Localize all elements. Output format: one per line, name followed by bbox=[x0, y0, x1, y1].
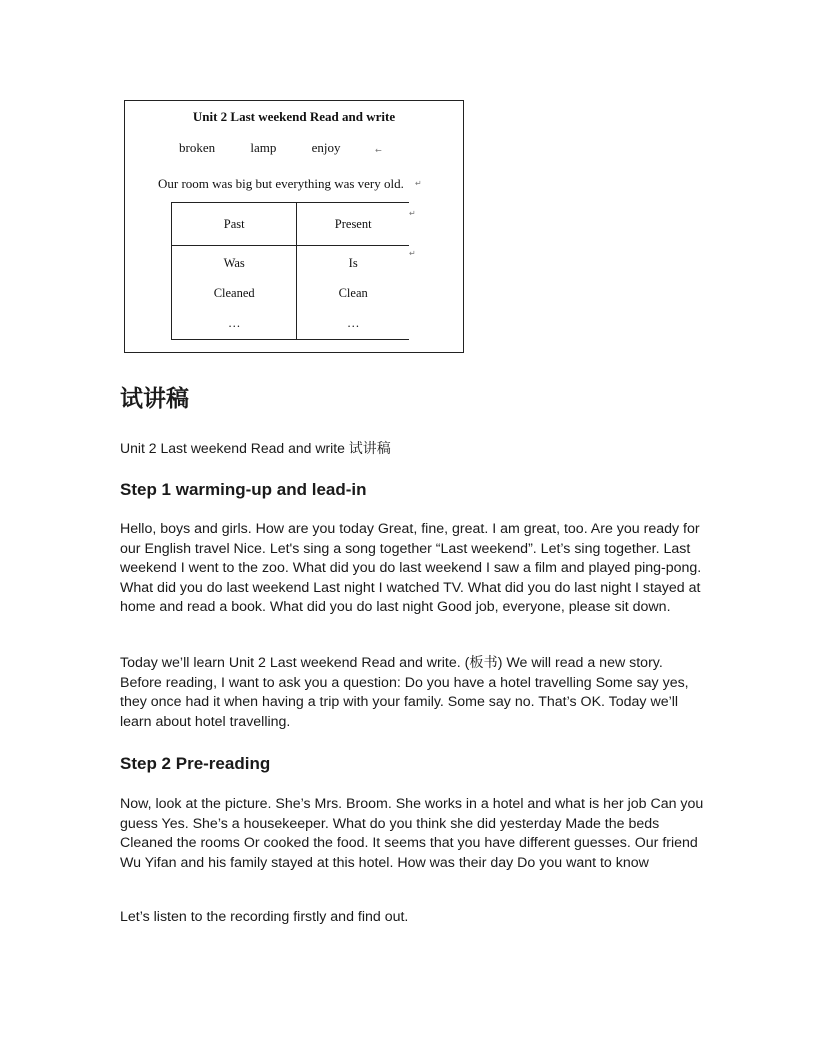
tense-table bbox=[171, 202, 409, 340]
vocabulary-words bbox=[179, 140, 373, 156]
return-mark: ↵ bbox=[409, 249, 416, 258]
present-word-3: … bbox=[346, 316, 360, 330]
document-subtitle: Unit 2 Last weekend Read and write 试讲稿 bbox=[120, 440, 391, 456]
past-word-2: Cleaned bbox=[213, 286, 255, 300]
present-word-1: Is bbox=[348, 256, 358, 270]
table-header-past: Past bbox=[172, 203, 297, 246]
arrow-mark: ← bbox=[375, 146, 382, 155]
past-word-1: Was bbox=[223, 256, 245, 270]
board-sentence: Our room was big but everything was very old. bbox=[158, 176, 404, 191]
step2-paragraph-1: Now, look at the picture. She’s Mrs. Broom. She works in a hotel and what is her job Can you guess Yes. She’s a housekeeper. What do you think she did yesterday Made the beds Cleaned the rooms Or cooked the food. It seems that you have different guesses. Our friend Wu Yifan and his family stayed at this hotel. How was their day Do you want to know bbox=[120, 796, 704, 871]
word-1: broken bbox=[179, 140, 216, 155]
past-word-3: … bbox=[227, 316, 241, 330]
step1-paragraph-2: Today we’ll learn Unit 2 Last weekend Read and write. (板书) We will read a new story. Before reading, I want to ask you a question: Do you have a hotel travelling Some say yes, they once had it when having a trip with your family. Some say no. That’s OK. Today we’ll learn about hotel travelling. bbox=[120, 655, 689, 730]
present-word-2: Clean bbox=[338, 286, 368, 300]
step1-paragraph-1: Hello, boys and girls. How are you today Great, fine, great. I am great, too. Are you ready for our English travel Nice. Let's sing a song together “Last weekend”. Let’s sing together. Last weekend I went to the zoo. What did you do last weekend I saw a film and played ping-pong. What did you do last weekend Last night I watched TV. What did you do last night I stayed at home and read a book. What did you do last night Good job, everyone, please sit down. bbox=[120, 521, 702, 616]
blackboard-figure bbox=[124, 100, 464, 353]
page-title: 试讲稿 bbox=[120, 386, 189, 412]
word-3: enjoy bbox=[311, 140, 341, 155]
board-title: Unit 2 Last weekend Read and write bbox=[192, 109, 396, 124]
past-column bbox=[172, 246, 297, 340]
step2-heading: Step 2 Pre-reading bbox=[120, 754, 271, 773]
return-mark: ↵ bbox=[409, 209, 416, 218]
word-2: lamp bbox=[250, 140, 277, 155]
step2-paragraph-2: Let’s listen to the recording firstly and find out. bbox=[120, 909, 409, 925]
present-column bbox=[297, 246, 409, 340]
table-header-present: Present bbox=[297, 203, 409, 246]
return-mark: ↵ bbox=[415, 179, 422, 188]
step1-heading: Step 1 warming-up and lead-in bbox=[120, 480, 367, 499]
